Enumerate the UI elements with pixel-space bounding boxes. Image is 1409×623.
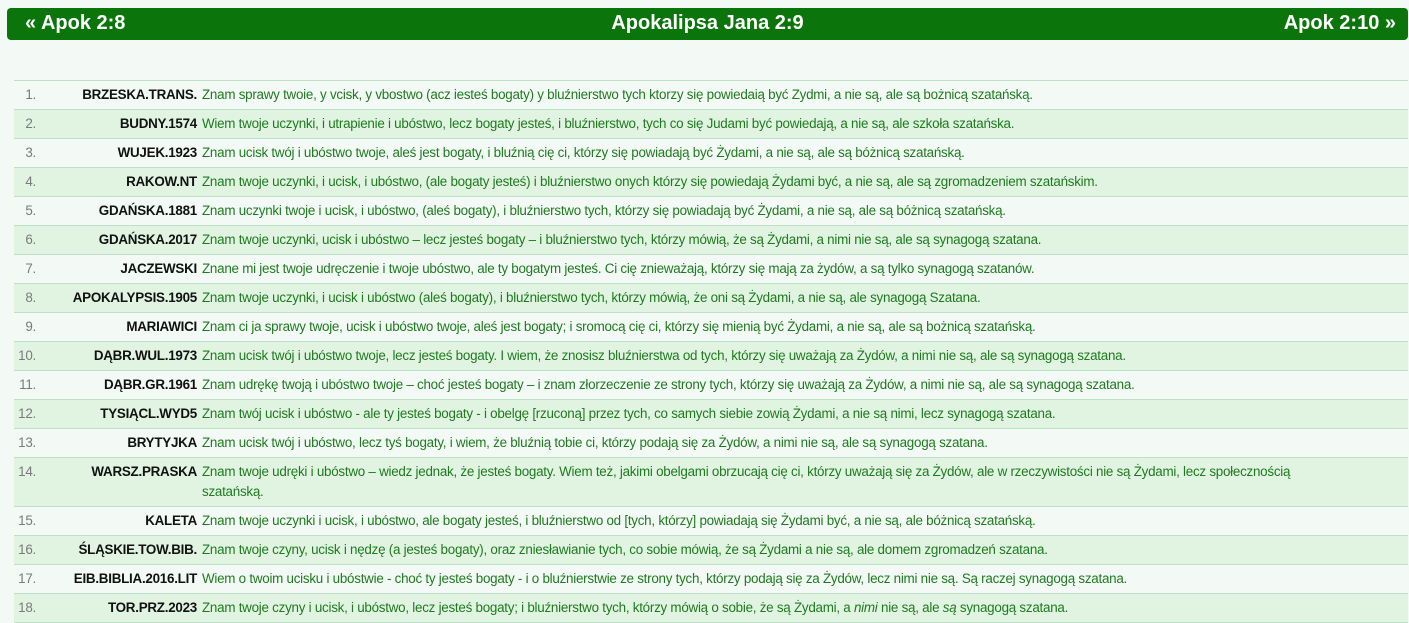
translation-link[interactable]: JACZEWSKI xyxy=(120,261,197,276)
translation-link[interactable]: ŚLĄSKIE.TOW.BIB. xyxy=(78,542,197,557)
verse-text: Znam ucisk twój i ubóstwo twoje, lecz jesteś bogaty. I wiem, że znosisz bluźnierstwa od tych, którzy się uważają za Żydów, a nimi nie są, ale są synagogą szatana. xyxy=(202,348,1126,363)
verse-text: Znam ucisk twój i ubóstwo, lecz tyś bogaty, i wiem, że bluźnią tobie ci, którzy podają się za Żydów, a nimi nie są, ale są synagogą szatana. xyxy=(202,435,988,450)
table-row xyxy=(14,110,1408,139)
row-number: 3. xyxy=(25,145,36,160)
row-number: 9. xyxy=(25,319,36,334)
row-number: 10. xyxy=(18,348,36,363)
table-row xyxy=(14,594,1408,623)
translation-link[interactable]: BRYTYJKA xyxy=(127,435,197,450)
translation-link[interactable]: TOR.PRZ.2023 xyxy=(107,600,197,615)
verse-text: Znam ci ja sprawy twoje, ucisk i ubóstwo twoje, aleś jest bogaty; i sromocą cię ci, którzy się mienią być Żydami, a nie są, ale są bożnicą szatańską. xyxy=(202,319,1036,334)
row-number: 13. xyxy=(18,435,36,450)
translation-link[interactable]: DĄBR.GR.1961 xyxy=(104,377,197,392)
row-number: 14. xyxy=(18,464,36,479)
verse-text: Znam twoje czyny, ucisk i nędzę (a jesteś bogaty), oraz zniesławianie tych, co sobie mówią, że są Żydami a nie są, ale domem zgromadzeń szatana. xyxy=(202,542,1048,557)
table-row xyxy=(14,284,1408,313)
verse-text-segment: nie są, ale xyxy=(877,600,943,615)
translation-link[interactable]: MARIAWICI xyxy=(126,319,197,334)
verse-text: Wiem twoje uczynki, i utrapienie i ubóstwo, lecz bogaty jesteś, i bluźnierstwo, tych co się Judami być powiedają, a nie są, ale szkoła szatańska. xyxy=(202,116,1015,131)
verse-text: Znam twoje udręki i ubóstwo – wiedz jednak, że jesteś bogaty. Wiem też, jakimi obelgami obrzucają cię ci, którzy uważają się za Żydów, ale w rzeczywistości nie są Żydami, lecz społecznością szatańską. xyxy=(202,464,1291,499)
table-row xyxy=(14,458,1408,507)
verse-text xyxy=(202,594,1408,623)
verse-text: Wiem o twoim ucisku i ubóstwie - choć ty jesteś bogaty - i o bluźnierstwie ze strony tych, którzy podają się za Żydów, lecz nimi nie są. Są raczej synagogą szatana. xyxy=(202,571,1128,586)
verse-text: Znam ucisk twój i ubóstwo twoje, aleś jest bogaty, i bluźnią cię ci, którzy się powiadają być Żydami, a nie są, ale są bóżnicą szatańską. xyxy=(202,145,965,160)
verse-text: Znam twój ucisk i ubóstwo - ale ty jesteś bogaty - i obelgę [rzuconą] przez tych, co samych siebie zowią Żydami, a nie są nimi, lecz synagogą szatana. xyxy=(202,406,1056,421)
verse-text: Znam uczynki twoje i ucisk, i ubóstwo, (aleś bogaty), i bluźnierstwo tych, którzy się powiadają być Żydami, a nie są, ale są bóżnicą szatańską. xyxy=(202,203,1006,218)
row-number: 18. xyxy=(18,600,36,615)
translation-link[interactable]: APOKALYPSIS.1905 xyxy=(72,290,197,305)
table-row xyxy=(14,81,1408,110)
translation-link[interactable]: GDAŃSKA.2017 xyxy=(98,232,197,247)
row-number: 16. xyxy=(18,542,36,557)
table-row xyxy=(14,371,1408,400)
verse-text-segment: Znam twoje czyny i ucisk, i ubóstwo, lecz jesteś bogaty; i bluźnierstwo tych, którzy mówią o sobie, że są Żydami, a xyxy=(202,600,854,615)
table-row xyxy=(14,255,1408,284)
table-row xyxy=(14,197,1408,226)
row-number: 6. xyxy=(25,232,36,247)
translation-link[interactable]: TYSIĄCL.WYD5 xyxy=(100,406,197,421)
verse-text: Znam twoje uczynki, i ucisk, i ubóstwo, (ale bogaty jesteś) i bluźnierstwo onych którzy się powiedają Żydami być, a nie są, ale są zgromadzeniem szatańskim. xyxy=(202,174,1098,189)
row-number: 4. xyxy=(25,174,36,189)
translation-link[interactable]: KALETA xyxy=(145,513,197,528)
verse-text-italic: nimi xyxy=(853,600,878,615)
row-number: 5. xyxy=(25,203,36,218)
page-title: Apokalipsa Jana 2:9 xyxy=(611,12,804,34)
verse-text-italic: są xyxy=(942,600,957,615)
translation-link[interactable]: BRZESKA.TRANS. xyxy=(82,87,197,102)
row-number: 2. xyxy=(25,116,36,131)
translation-link[interactable]: RAKOW.NT xyxy=(126,174,197,189)
translation-link[interactable]: WUJEK.1923 xyxy=(117,145,197,160)
translation-link[interactable]: EIB.BIBLIA.2016.LIT xyxy=(73,571,197,586)
verse-text: Znam twoje uczynki, i ucisk i ubóstwo (aleś bogaty), i bluźnierstwo tych, którzy mówią, że oni są Żydami, a nie są, ale synagogą Szatana. xyxy=(202,290,981,305)
translation-link[interactable]: WARSZ.PRASKA xyxy=(91,464,197,479)
table-row xyxy=(14,139,1408,168)
chapter-nav-bar xyxy=(7,8,1408,40)
table-row xyxy=(14,429,1408,458)
row-number: 8. xyxy=(25,290,36,305)
verse-text: Znam udrękę twoją i ubóstwo twoje – choć jesteś bogaty – i znam złorzeczenie ze strony tych, którzy się uważają za Żydów, a nimi nie są, ale są synagogą szatana. xyxy=(202,377,1135,392)
verse-text: Znam sprawy twoie, y vcisk, y vbostwo (acz iesteś bogaty) y bluźnierstwo tych ktorzy się powiedaią być Zydmi, a nie są, ale są bożnicą szatańską. xyxy=(202,87,1033,102)
row-number: 7. xyxy=(25,261,36,276)
table-row xyxy=(14,168,1408,197)
translation-link[interactable]: GDAŃSKA.1881 xyxy=(98,203,197,218)
verse-text: Znane mi jest twoje udręczenie i twoje ubóstwo, ale ty bogatym jesteś. Ci cię znieważają, którzy się mają za żydów, a są tylko synagogą szatanów. xyxy=(202,261,1035,276)
row-number: 11. xyxy=(19,377,36,392)
table-row xyxy=(14,507,1408,536)
next-verse-link[interactable]: Apok 2:10 » xyxy=(1283,12,1396,34)
row-number: 12. xyxy=(18,406,36,421)
translation-link[interactable]: BUDNY.1574 xyxy=(119,116,197,131)
translation-link[interactable]: DĄBR.WUL.1973 xyxy=(93,348,197,363)
verse-text: Znam twoje uczynki i ucisk, i ubóstwo, ale bogaty jesteś, i bluźnierstwo od [tych, którzy] powiadają się Żydami być, a nie są, ale bóżnicą szatańską. xyxy=(202,513,1036,528)
table-row xyxy=(14,536,1408,565)
table-row xyxy=(14,342,1408,371)
table-row xyxy=(14,226,1408,255)
verse-text: Znam twoje uczynki, ucisk i ubóstwo – lecz jesteś bogaty – i bluźnierstwo tych, którzy mówią, że są Żydami, a nimi nie są, ale są synagogą szatana. xyxy=(202,232,1042,247)
row-number: 17. xyxy=(18,571,36,586)
verse-text-segment: synagogą szatana. xyxy=(956,600,1069,615)
row-number: 15. xyxy=(18,513,36,528)
table-row xyxy=(14,400,1408,429)
row-number: 1. xyxy=(25,87,36,102)
prev-verse-link[interactable]: « Apok 2:8 xyxy=(25,12,126,34)
table-row xyxy=(14,565,1408,594)
table-row xyxy=(14,313,1408,342)
translations-table xyxy=(14,80,1408,623)
